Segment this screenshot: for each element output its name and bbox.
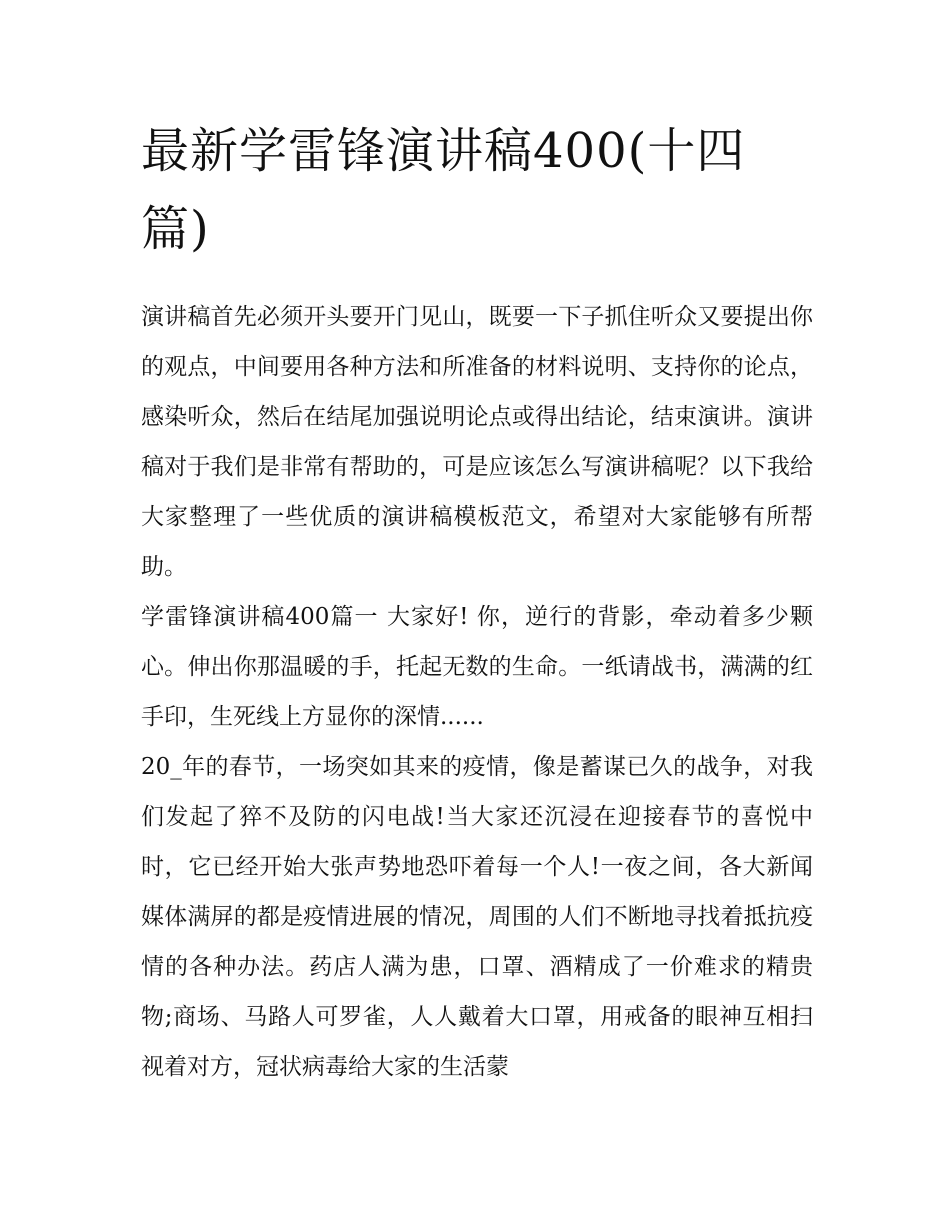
speech-one-opening-paragraph: 学雷锋演讲稿400篇一 大家好! 你，逆行的背影，牵动着多少颗心。伸出你那温暖的手，托起无数的生命。一纸请战书，满满的红手印，生死线上方显你的深情...... — [141, 604, 813, 730]
document-body — [141, 112, 813, 1092]
intro-paragraph: 演讲稿首先必须开头要开门见山，既要一下子抓住听众又要提出你的观点，中间要用各种方法和所准备的材料说明、支持你的论点，感染听众，然后在结尾加强说明论点或得出结论，结束演讲。演讲稿对于我们是非常有帮助的，可是应该怎么写演讲稿呢？以下我给大家整理了一些优质的演讲稿模板范文，希望对大家能够有所帮助。 — [141, 304, 813, 580]
document-title: 最新学雷锋演讲稿400(十四篇) — [141, 123, 746, 257]
epidemic-paragraph: 20_年的春节，一场突如其来的疫情，像是蓄谋已久的战争，对我们发起了猝不及防的闪电战!当大家还沉浸在迎接春节的喜悦中时，它已经开始大张声势地恐吓着每一个人!一夜之间，各大新闻媒体满屏的都是疫情进展的情况，周围的人们不断地寻找着抵抗疫情的各种办法。药店人满为患，口罩、酒精成了一价难求的精贵物;商场、马路人可罗雀，人人戴着大口罩，用戒备的眼神互相扫视着对方，冠状病毒给大家的生活蒙 — [141, 754, 813, 1080]
